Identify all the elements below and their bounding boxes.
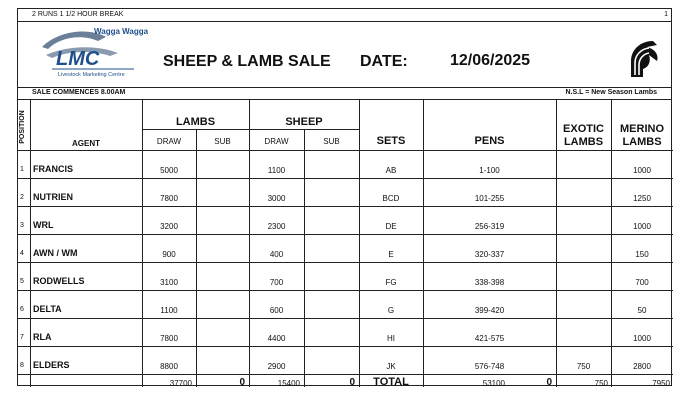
pens-cell: 256-319 — [474, 222, 505, 231]
total-pens: 53100 — [482, 379, 505, 388]
pens-cell: 399-420 — [474, 306, 505, 315]
total-merino: 7950 — [652, 379, 670, 388]
sheep-draw-cell: 4400 — [267, 334, 286, 343]
position-number: 7 — [20, 334, 24, 341]
pens-cell: 338-398 — [474, 278, 505, 287]
total-lamb-sub: 0 — [239, 377, 245, 388]
merino-cell: 1000 — [633, 222, 651, 231]
total-label: TOTAL — [373, 376, 409, 388]
sale-table — [18, 99, 671, 387]
lamb-draw-cell: 7800 — [160, 194, 178, 203]
lambs-draw-header: DRAW — [156, 137, 182, 146]
sets-cell: JK — [386, 362, 396, 371]
agent-name: WRL — [33, 220, 54, 230]
page-number: 1 — [664, 11, 668, 18]
lamb-draw-cell: 3200 — [160, 222, 178, 231]
divider — [18, 262, 673, 263]
nsl-note: N.S.L = New Season Lambs — [565, 89, 657, 96]
total-lamb-draw: 37700 — [169, 379, 192, 388]
lmc-logo — [38, 25, 148, 81]
merino-cell: 2800 — [633, 362, 651, 371]
divider — [304, 129, 305, 387]
pens-cell: 320-337 — [474, 250, 505, 259]
divider — [18, 318, 673, 319]
sheep-draw-cell: 1100 — [267, 166, 286, 175]
top-note: 2 RUNS 1 1/2 HOUR BREAK — [32, 11, 124, 18]
sale-start-note: SALE COMMENCES 8.00AM — [32, 89, 126, 96]
merino-cell: 150 — [635, 250, 649, 259]
lamb-draw-cell: 900 — [162, 250, 176, 259]
sets-cell: G — [387, 306, 395, 315]
pens-cell: 101-255 — [474, 194, 505, 203]
sheep-draw-cell: 3000 — [267, 194, 286, 203]
position-number: 5 — [20, 278, 24, 285]
lamb-draw-cell: 7800 — [160, 334, 178, 343]
horse-head-icon — [627, 39, 661, 79]
svg-text:LMC: LMC — [56, 48, 100, 70]
merino-header: MERINO — [620, 123, 664, 135]
sheep-draw-cell: 400 — [269, 250, 284, 259]
merino-header-2: LAMBS — [622, 136, 662, 148]
divider — [196, 129, 197, 387]
agent-name: NUTRIEN — [33, 192, 73, 202]
exotic-header: EXOTIC — [563, 123, 604, 135]
pens-cell: 576-748 — [474, 362, 505, 371]
position-number: 1 — [20, 166, 24, 173]
position-number: 4 — [20, 250, 24, 257]
total-exotic: 750 — [594, 379, 608, 388]
position-number: 2 — [20, 194, 24, 201]
divider — [18, 290, 673, 291]
position-header: POSITION — [19, 110, 26, 144]
svg-text:Wagga Wagga: Wagga Wagga — [94, 27, 148, 36]
merino-cell: 700 — [635, 278, 649, 287]
divider — [18, 346, 673, 347]
divider — [18, 374, 673, 375]
agent-name: ELDERS — [33, 360, 70, 370]
sets-cell: AB — [385, 166, 397, 175]
divider — [18, 150, 673, 151]
sale-sheet — [17, 8, 672, 386]
svg-text:Livestock Marketing Centre: Livestock Marketing Centre — [58, 72, 125, 78]
sets-cell: FG — [385, 278, 397, 287]
position-number: 3 — [20, 222, 24, 229]
sheep-sub-header: SUB — [323, 137, 340, 146]
divider — [142, 129, 359, 130]
lamb-draw-cell: 3100 — [160, 278, 178, 287]
pens-cell: 1-100 — [479, 166, 500, 175]
header — [18, 21, 671, 88]
total-sheep-sub: 0 — [349, 377, 355, 388]
page-title: SHEEP & LAMB SALE — [163, 53, 331, 70]
sets-cell: BCD — [382, 194, 400, 203]
exotic-header-2: LAMBS — [563, 136, 604, 148]
date-label: DATE: — [360, 53, 408, 70]
divider — [18, 206, 673, 207]
lambs-header: LAMBS — [175, 116, 216, 128]
agent-name: RLA — [33, 332, 52, 342]
pens-cell: 421-575 — [474, 334, 505, 343]
merino-cell: 50 — [637, 306, 647, 315]
position-number: 8 — [20, 362, 24, 369]
pens-header: PENS — [474, 135, 505, 147]
sets-header: SETS — [376, 135, 406, 147]
date-value: 12/06/2025 — [450, 52, 531, 69]
sets-cell: HI — [387, 334, 395, 343]
lamb-draw-cell: 1100 — [160, 306, 178, 315]
lamb-draw-cell: 5000 — [160, 166, 178, 175]
agent-name: AWN / WM — [33, 248, 78, 258]
total-pens-sub: 0 — [546, 377, 552, 388]
sheep-draw-cell: 700 — [269, 278, 284, 287]
sheep-draw-cell: 600 — [269, 306, 284, 315]
sheep-draw-cell: 2300 — [267, 222, 286, 231]
position-number: 6 — [20, 306, 24, 313]
sets-cell: DE — [385, 222, 397, 231]
lambs-sub-header: SUB — [214, 137, 231, 146]
sets-cell: E — [388, 250, 394, 259]
agent-header: AGENT — [72, 139, 100, 148]
lamb-draw-cell: 8800 — [160, 362, 178, 371]
sheep-draw-cell: 2900 — [267, 362, 286, 371]
divider — [18, 178, 673, 179]
agent-name: DELTA — [33, 304, 62, 314]
exotic-cell: 750 — [576, 362, 591, 371]
merino-cell: 1000 — [633, 166, 651, 175]
sheep-draw-header: DRAW — [264, 137, 289, 146]
agent-name: FRANCIS — [33, 164, 73, 174]
divider — [18, 234, 673, 235]
sheep-header: SHEEP — [285, 116, 323, 128]
merino-cell: 1000 — [633, 334, 651, 343]
merino-cell: 1250 — [633, 194, 651, 203]
agent-name: RODWELLS — [33, 276, 85, 286]
total-sheep-draw: 15400 — [277, 379, 300, 388]
